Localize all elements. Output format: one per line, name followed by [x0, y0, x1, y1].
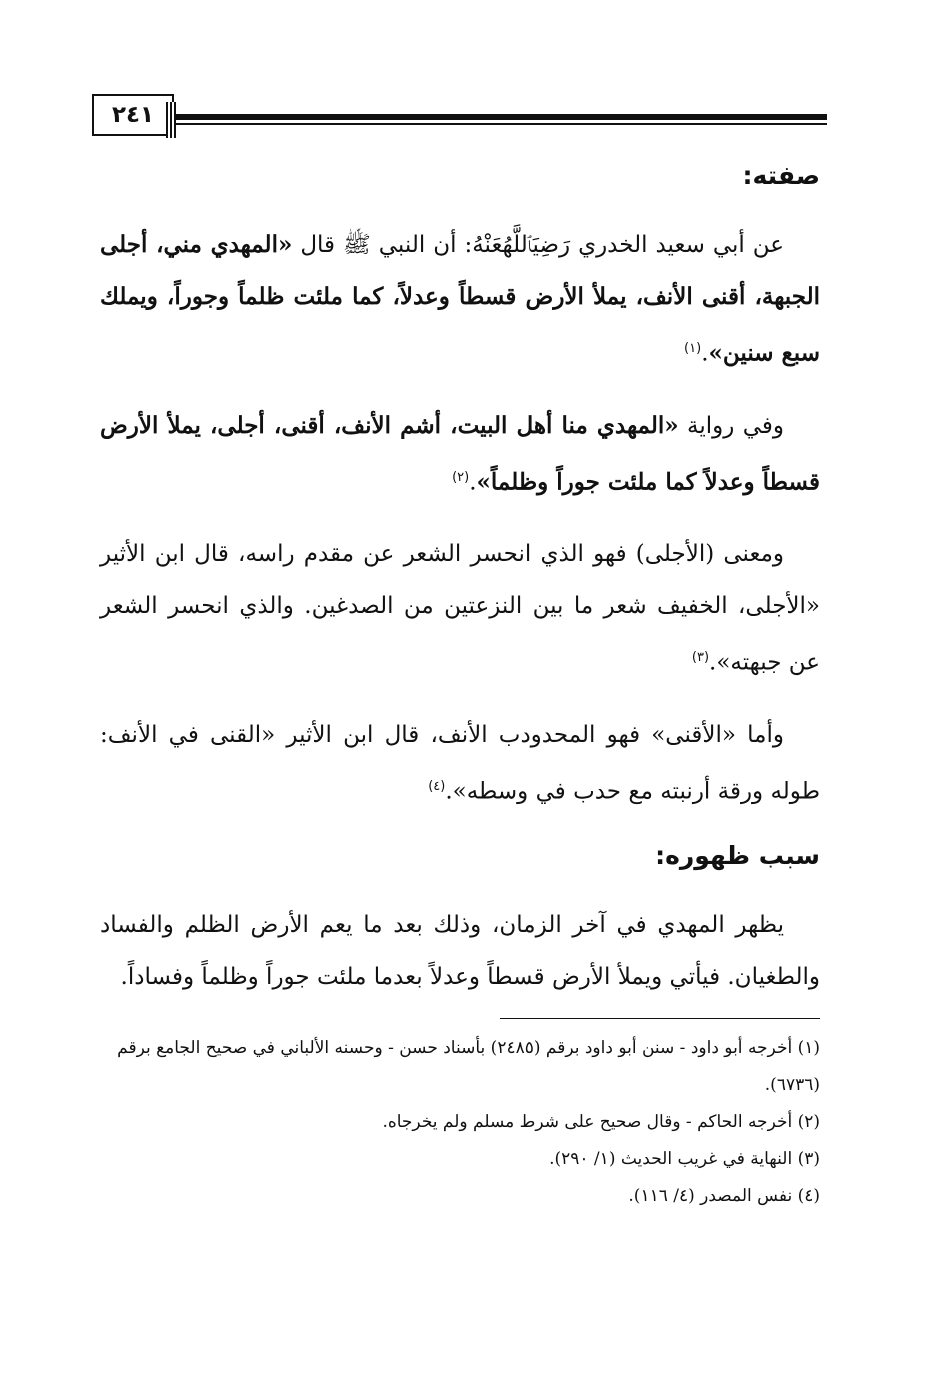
hadith-quote: «المهدي مني، أجلى الجبهة، أقنى الأنف، يملأ الأرض قسطاً وعدلاً، كما ملئت ظلماً وجوراً، ويملك سبع سنين» — [100, 231, 820, 367]
footnote-separator — [500, 1018, 820, 1019]
footnote-ref: (١) — [684, 341, 702, 356]
paragraph-text: يظهر المهدي في آخر الزمان، وذلك بعد ما يعم الأرض الظلم والفساد والطغيان. فيأتي ويملأ الأرض قسطاً وعدلاً بعدما ملئت جوراً وظلماً وفساداً. — [100, 911, 820, 990]
footnote-ref: (٣) — [691, 650, 710, 666]
paragraph-text: عن أبي سعيد الخدري رَضِيَٱللَّهُعَنْهُ: أن النبي ﷺ قال — [292, 232, 784, 258]
header-rule-thick — [176, 114, 827, 120]
paragraph-text: ومعنى (الأجلى) فهو الذي انحسر الشعر عن مقدم راسه، قال ابن الأثير «الأجلى، الخفيف شعر ما بين النزعتين من الصدغين. والذي انحسر الشعر عن جبهته». — [100, 541, 820, 676]
paragraph-text: وأما «الأقنى» فهو المحدودب الأنف، قال ابن الأثير «القنى في الأنف: طوله ورقة أرنبته مع حدب في وسطه». — [100, 721, 820, 805]
paragraph-hadith-1: عن أبي سعيد الخدري رَضِيَٱللَّهُعَنْهُ: أن النبي ﷺ قال «المهدي مني، أجلى الجبهة، أقنى الأنف، يملأ الأرض قسطاً وعدلاً، كما ملئت ظلماً وجوراً، ويملك سبع سنين».$^{(١)}$ — [100, 231, 820, 367]
header-rule-hatch — [166, 102, 178, 138]
footnote-3: (٣) النهاية في غريب الحديث (١/ ٢٩٠). — [549, 1149, 820, 1169]
header-rule — [176, 114, 827, 127]
paragraph-hadith-2: وفي رواية «المهدي منا أهل البيت، أشم الأنف، أقنى، أجلى، يملأ الأرض قسطاً وعدلاً كما ملئت جوراً وظلماً».$^{(٢)}$ — [100, 411, 820, 496]
footnote-4: (٤) نفس المصدر (٤/ ١١٦). — [628, 1186, 820, 1206]
footnotes — [100, 1030, 820, 1215]
section-heading-description: صفته: — [742, 161, 820, 190]
footnote-ref: (٢) — [452, 469, 470, 485]
footnote-1: (١) أخرجه أبو داود - سنن أبو داود برقم (٢٤٨٥) بأسناد حسن - وحسنه الألباني في صحيح الجامع برقم (٦٧٣٦). — [117, 1038, 820, 1095]
main-content — [100, 158, 820, 1023]
paragraph-text: وفي رواية — [678, 412, 784, 439]
paragraph-aqna-meaning — [100, 709, 820, 818]
paragraph-ajla-meaning — [100, 528, 820, 689]
hadith-quote: «المهدي منا أهل البيت، أشم الأنف، أقنى، أجلى، يملأ الأرض قسطاً وعدلاً كما ملئت جوراً وظلماً» — [100, 411, 820, 496]
footnote-ref: (٤) — [428, 778, 446, 794]
header-rule-thin — [176, 123, 827, 125]
footnote-2: (٢) أخرجه الحاكم - وقال صحيح على شرط مسلم ولم يخرجاه. — [382, 1112, 820, 1132]
paragraph-appearance — [100, 899, 820, 1003]
section-heading-reason: سبب ظهوره: — [655, 840, 820, 870]
page-header — [92, 94, 827, 136]
page-number: ٢٤١ — [92, 94, 174, 136]
